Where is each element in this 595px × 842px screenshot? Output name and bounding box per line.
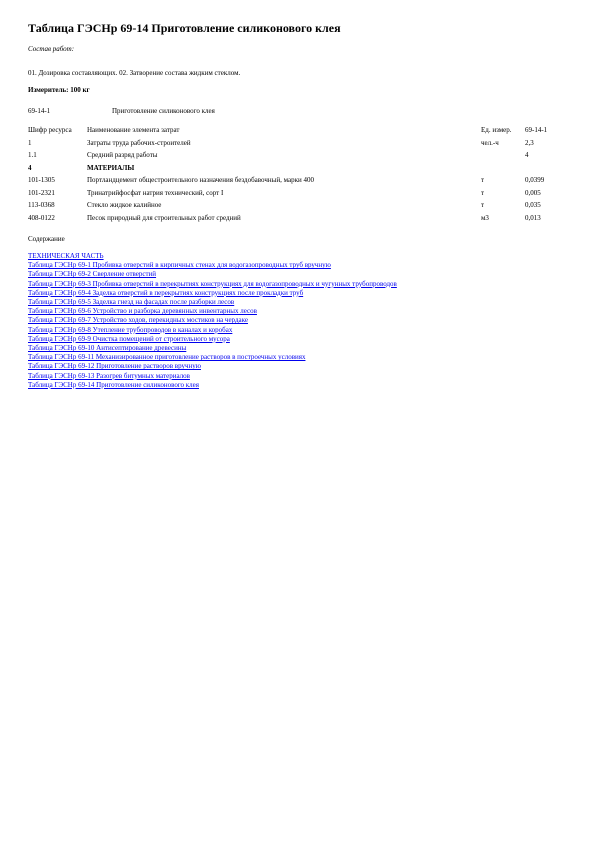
toc-link[interactable]: Таблица ГЭСНр 69-9 Очистка помещений от строительного мусора: [28, 334, 230, 343]
toc-link[interactable]: Таблица ГЭСНр 69-8 Утепление трубопроводов в каналах и коробах: [28, 325, 233, 334]
toc-link[interactable]: Таблица ГЭСНр 69-2 Сверление отверстий: [28, 270, 157, 279]
toc-link[interactable]: Таблица ГЭСНр 69-5 Заделка гнезд на фасадах после разборки лесов: [28, 298, 235, 307]
table-row: [28, 151, 568, 164]
cell-name: Тринатрийфосфат натрия технический, сорт I: [87, 188, 224, 197]
toc-link[interactable]: Таблица ГЭСНр 69-13 Разогрев битумных материалов: [28, 371, 190, 380]
toc-link[interactable]: Таблица ГЭСНр 69-14 Приготовление силиконового клея: [28, 380, 200, 389]
toc-title: Содержание: [28, 235, 65, 243]
toc-link[interactable]: Таблица ГЭСНр 69-10 Антисептирование древесины: [28, 344, 187, 353]
table-row: [28, 139, 568, 152]
table-header-row: [28, 126, 568, 139]
cell-unit: т: [481, 188, 485, 197]
cell-value: 0,0399: [525, 176, 545, 184]
header-unit: Ед. измер.: [481, 126, 512, 134]
table-row: [28, 189, 568, 202]
cell-unit: чел.-ч: [481, 138, 499, 147]
cell-value: 0,035: [525, 201, 541, 209]
toc-link[interactable]: Таблица ГЭСНр 69-7 Устройство ходов, перекидных мостиков на чердаке: [28, 316, 248, 325]
code-number: 69-14-1: [28, 107, 51, 115]
cell-code: 1.1: [28, 151, 37, 159]
resource-table: [28, 126, 568, 226]
toc-link[interactable]: Таблица ГЭСНр 69-4 Заделка отверстий в перекрытиях конструкциях после прокладки труб: [28, 288, 304, 297]
cell-unit: м3: [481, 213, 489, 222]
header-code: Шифр ресурса: [28, 126, 72, 134]
toc-link[interactable]: Таблица ГЭСНр 69-3 Пробивка отверстий в перекрытиях конструкциях для водогазопроводных и чугунных трубопроводов: [28, 279, 397, 288]
toc-list: [28, 252, 568, 390]
cell-name: МАТЕРИАЛЫ: [87, 163, 135, 172]
cell-code: 408-0122: [28, 213, 55, 222]
cell-unit: т: [481, 176, 485, 184]
toc-link[interactable]: Таблица ГЭСНр 69-6 Устройство и разборка деревянных инвентарных лесов: [28, 307, 257, 316]
cell-code: 101-1305: [28, 176, 55, 184]
resource-table-body: [28, 139, 568, 227]
table-row: [28, 176, 568, 189]
cell-code: 1: [28, 138, 32, 147]
cell-unit: т: [481, 201, 485, 209]
cell-unit: [481, 151, 525, 164]
cell-code: 113-0368: [28, 201, 55, 209]
cell-value: 0,013: [525, 213, 541, 222]
page-title: Таблица ГЭСНр 69-14 Приготовление силиконового клея: [28, 21, 341, 35]
cell-value: [525, 164, 568, 177]
code-name: Приготовление силиконового клея: [112, 107, 215, 115]
header-value: 69-14-1: [525, 126, 548, 134]
cell-value: 4: [525, 151, 529, 159]
cell-code: 101-2321: [28, 188, 55, 197]
composition-text: 01. Дозировка составляющих. 02. Затворение состава жидким стеклом.: [28, 69, 241, 77]
cell-name: Средний разряд работы: [87, 151, 158, 159]
cell-name: Портландцемент общестроительного назначения бездобавочный, марки 400: [87, 176, 314, 184]
cell-name: Стекло жидкое калийное: [87, 201, 162, 209]
cell-value: 0,005: [525, 188, 541, 197]
toc-link[interactable]: Таблица ГЭСНр 69-11 Механизированное приготовление растворов в построечных условиях: [28, 353, 306, 362]
code-header: [28, 106, 568, 116]
cell-name: Затраты труда рабочих-строителей: [87, 138, 191, 147]
cell-name: Песок природный для строительных работ средний: [87, 213, 241, 222]
table-row: [28, 201, 568, 214]
composition-label: Состав работ:: [28, 45, 75, 53]
toc-link-technical-part[interactable]: ТЕХНИЧЕСКАЯ ЧАСТЬ: [28, 252, 104, 260]
header-name: Наименование элемента затрат: [87, 126, 180, 134]
cell-value: 2,3: [525, 138, 534, 147]
toc-link[interactable]: Таблица ГЭСНр 69-12 Приготовление растворов вручную: [28, 362, 201, 371]
table-row: [28, 214, 568, 227]
cell-unit: [481, 164, 525, 177]
cell-code: 4: [28, 163, 32, 172]
table-row: [28, 164, 568, 177]
document-page: [28, 20, 568, 390]
toc-link[interactable]: Таблица ГЭСНр 69-1 Пробивка отверстий в кирпичных стенах для водогазопроводных труб вручную: [28, 261, 331, 270]
measurement-unit: Измеритель: 100 кг: [28, 86, 90, 94]
